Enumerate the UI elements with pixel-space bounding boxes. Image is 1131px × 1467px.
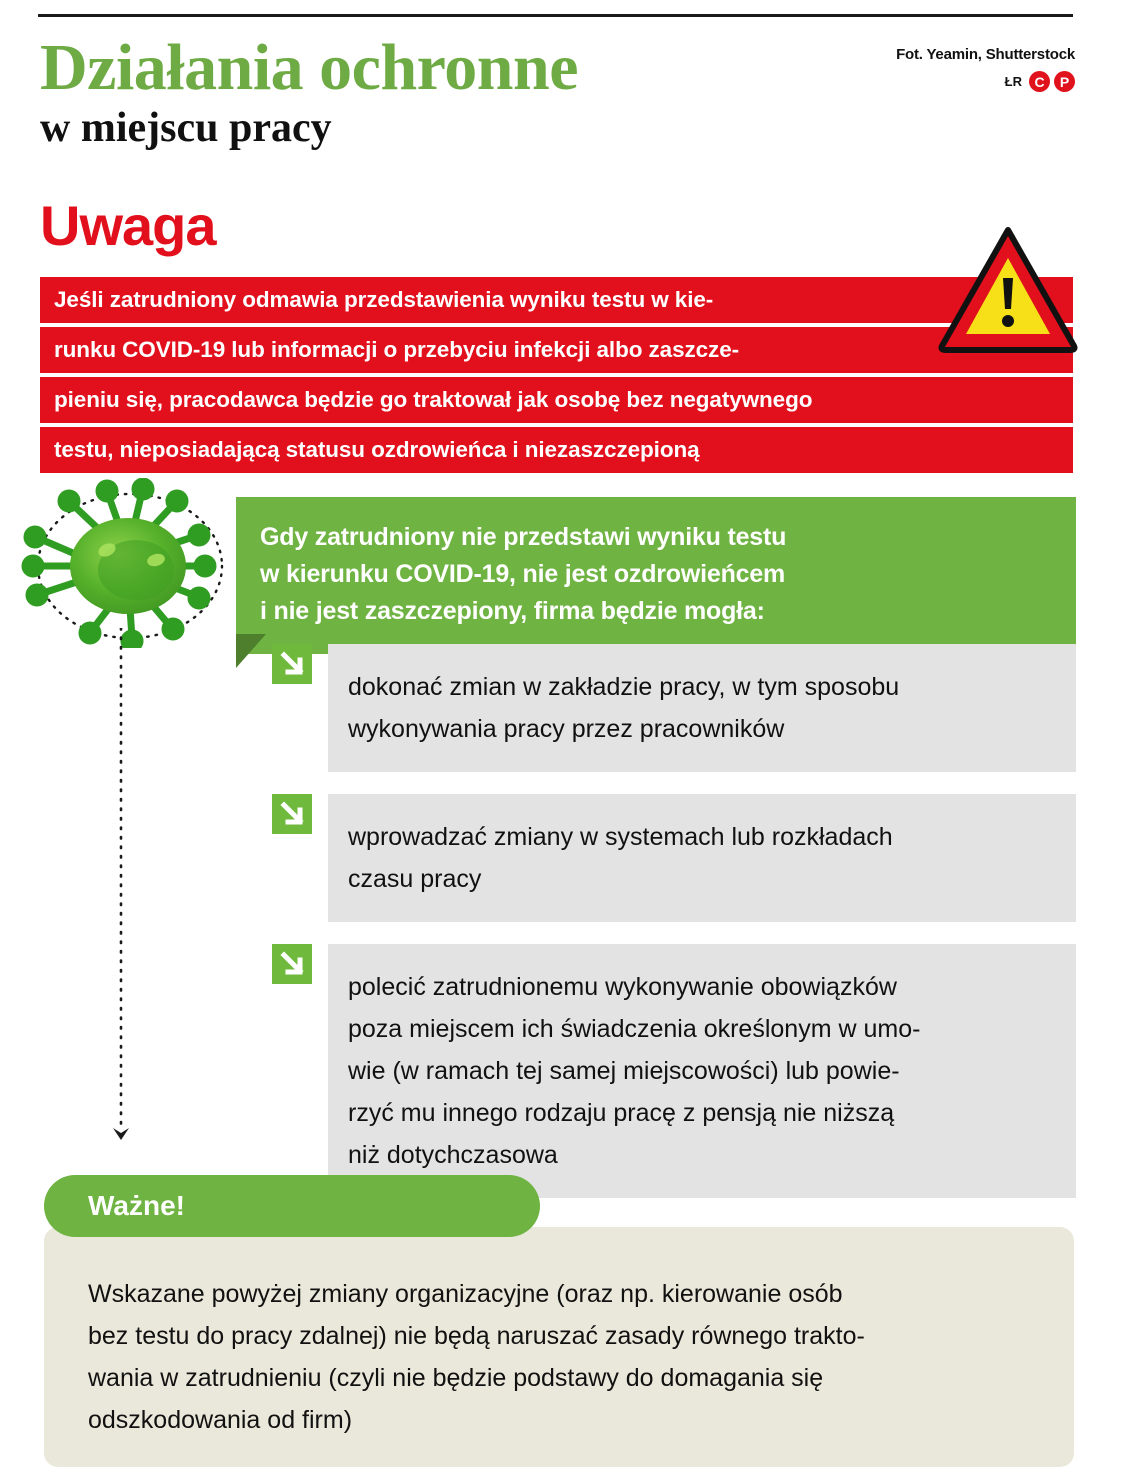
list-item-line: rzyć mu innego rodzaju pracę z pensją nie niższą xyxy=(348,1099,895,1127)
intro-line: Gdy zatrudniony nie przedstawi wyniku testu xyxy=(260,523,787,551)
credit-marks xyxy=(896,71,1075,92)
attention-banner xyxy=(40,277,1073,477)
intro-line: i nie jest zaszczepiony, firma będzie mogła: xyxy=(260,597,765,625)
list-item xyxy=(272,944,1076,1198)
copyright-p-icon: P xyxy=(1054,71,1075,92)
arrow-down-right-icon xyxy=(272,644,312,684)
alert-line: Jeśli zatrudniony odmawia przedstawienia wyniku testu w kie- xyxy=(40,277,1073,323)
list-item-text xyxy=(328,644,1076,772)
alert-line: pieniu się, pracodawca będzie go traktował jak osobę bez negatywnego xyxy=(40,377,1073,423)
list-item-line: niż dotychczasowa xyxy=(348,1141,558,1169)
dotted-connector-line xyxy=(108,628,134,1148)
list-item-line: czasu pracy xyxy=(348,865,482,893)
photo-credit xyxy=(896,46,1075,92)
attention-heading: Uwaga xyxy=(40,194,216,257)
coronavirus-illustration xyxy=(8,478,226,648)
important-tab-label: Ważne! xyxy=(44,1175,540,1237)
important-note-body xyxy=(44,1227,1074,1467)
warning-triangle-icon xyxy=(938,226,1078,354)
page-subtitle: w miejscu pracy xyxy=(40,105,332,151)
intro-callout-box xyxy=(236,497,1076,654)
list-item-line: polecić zatrudnionemu wykonywanie obowiązków xyxy=(348,973,897,1001)
important-line: Wskazane powyżej zmiany organizacyjne (oraz np. kierowanie osób xyxy=(88,1280,843,1308)
list-item-line: wykonywania pracy przez pracowników xyxy=(348,715,785,743)
top-divider-rule xyxy=(38,14,1073,17)
credit-source-text: Fot. Yeamin, Shutterstock xyxy=(896,46,1075,63)
list-item-line: dokonać zmian w zakładzie pracy, w tym sposobu xyxy=(348,673,900,701)
actions-list xyxy=(272,644,1076,1220)
arrow-down-right-icon xyxy=(272,794,312,834)
callout-notch xyxy=(236,634,266,668)
list-item-line: poza miejscem ich świadczenia określonym w umo- xyxy=(348,1015,921,1043)
important-line: bez testu do pracy zdalnej) nie będą naruszać zasady równego trakto- xyxy=(88,1322,865,1350)
intro-line: w kierunku COVID-19, nie jest ozdrowieńcem xyxy=(260,560,786,588)
alert-line: runku COVID-19 lub informacji o przebyciu infekcji albo zaszcze- xyxy=(40,327,1073,373)
list-item xyxy=(272,644,1076,772)
page-title: Działania ochronne xyxy=(40,31,578,104)
important-line: odszkodowania od firm) xyxy=(88,1406,353,1434)
list-item-text xyxy=(328,944,1076,1198)
list-item-text xyxy=(328,794,1076,922)
list-item xyxy=(272,794,1076,922)
list-item-line: wprowadzać zmiany w systemach lub rozkładach xyxy=(348,823,893,851)
list-item-line: wie (w ramach tej samej miejscowości) lub powie- xyxy=(348,1057,900,1085)
alert-line: testu, nieposiadającą statusu ozdrowieńca i niezaszczepioną xyxy=(40,427,1073,473)
important-line: wania w zatrudnieniu (czyli nie będzie podstawy do domagania się xyxy=(88,1364,824,1392)
credit-initials: ŁR xyxy=(1004,74,1022,89)
copyright-c-icon: C xyxy=(1029,71,1050,92)
arrow-down-right-icon xyxy=(272,944,312,984)
